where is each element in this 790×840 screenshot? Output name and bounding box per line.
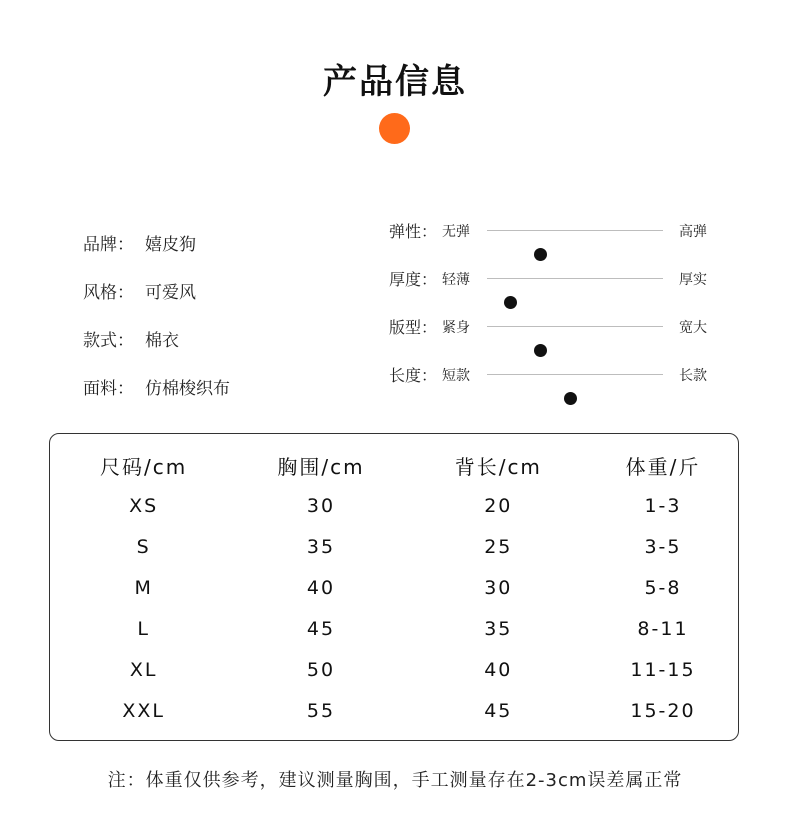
table-cell: 45 (484, 699, 513, 722)
slider-min-label: 短款 (442, 368, 470, 384)
spec-row-style (83, 266, 230, 314)
table-cell: 40 (484, 658, 513, 681)
slider-thickness (389, 254, 719, 302)
table-cell: S (136, 535, 151, 558)
slider-max-label: 宽大 (679, 320, 707, 336)
table-row (55, 526, 739, 567)
spec-label: 款式： (83, 330, 134, 351)
spec-list (83, 218, 230, 410)
table-cell: 5-8 (644, 576, 682, 599)
slider-track (487, 230, 663, 231)
slider-label: 长度： (389, 366, 438, 385)
column-header: 尺码/cm (100, 454, 188, 479)
table-cell: XXL (122, 699, 165, 722)
slider-track (487, 326, 663, 327)
table-cell: 40 (306, 576, 336, 599)
slider-min-label: 无弹 (442, 224, 470, 240)
table-row (55, 649, 739, 690)
column-header: 胸围/cm (277, 454, 365, 479)
attribute-sliders (389, 206, 719, 398)
table-header-row (55, 445, 739, 485)
table-cell: 30 (484, 576, 513, 599)
spec-label: 品牌： (83, 234, 134, 255)
slider-elasticity (389, 206, 719, 254)
table-cell: 30 (306, 494, 336, 517)
table-cell: XS (129, 494, 159, 517)
table-cell: 1-3 (644, 494, 682, 517)
table-cell: 35 (306, 535, 336, 558)
table-cell: 35 (484, 617, 513, 640)
table-cell: M (134, 576, 153, 599)
accent-dot (379, 113, 410, 144)
size-table (55, 445, 739, 731)
slider-track (487, 278, 663, 279)
table-cell: 20 (484, 494, 513, 517)
table-cell: XL (129, 658, 158, 681)
spec-row-brand (83, 218, 230, 266)
spec-value: 嬉皮狗 (145, 234, 196, 255)
slider-knob (564, 392, 577, 405)
spec-value: 仿棉梭织布 (145, 378, 230, 399)
spec-value: 可爱风 (145, 282, 196, 303)
table-cell: 50 (306, 658, 336, 681)
slider-max-label: 长款 (679, 368, 707, 384)
table-cell: L (137, 617, 150, 640)
slider-track (487, 374, 663, 375)
slider-min-label: 轻薄 (442, 272, 470, 288)
table-cell: 25 (484, 535, 513, 558)
slider-length (389, 350, 719, 398)
slider-max-label: 高弹 (679, 224, 707, 240)
table-row (55, 485, 739, 526)
spec-row-design (83, 314, 230, 362)
table-cell: 55 (306, 699, 336, 722)
table-row (55, 567, 739, 608)
slider-label: 厚度： (389, 270, 438, 289)
column-header: 背长/cm (454, 454, 542, 479)
table-row (55, 608, 739, 649)
slider-max-label: 厚实 (679, 272, 707, 288)
slider-fit (389, 302, 719, 350)
table-cell: 3-5 (644, 535, 682, 558)
spec-value: 棉衣 (145, 330, 179, 351)
measurement-note: 注：体重仅供参考，建议测量胸围，手工测量存在2-3cm误差属正常 (107, 770, 683, 791)
spec-row-fabric (83, 362, 230, 410)
column-header: 体重/斤 (625, 454, 701, 479)
slider-label: 版型： (389, 318, 438, 337)
spec-label: 风格： (83, 282, 134, 303)
slider-min-label: 紧身 (442, 320, 470, 336)
table-cell: 45 (306, 617, 336, 640)
table-cell: 15-20 (630, 699, 696, 722)
table-row (55, 690, 739, 731)
slider-label: 弹性： (389, 222, 438, 241)
table-cell: 11-15 (630, 658, 696, 681)
table-cell: 8-11 (637, 617, 689, 640)
spec-label: 面料： (83, 378, 134, 399)
page-title: 产品信息 (323, 62, 467, 102)
